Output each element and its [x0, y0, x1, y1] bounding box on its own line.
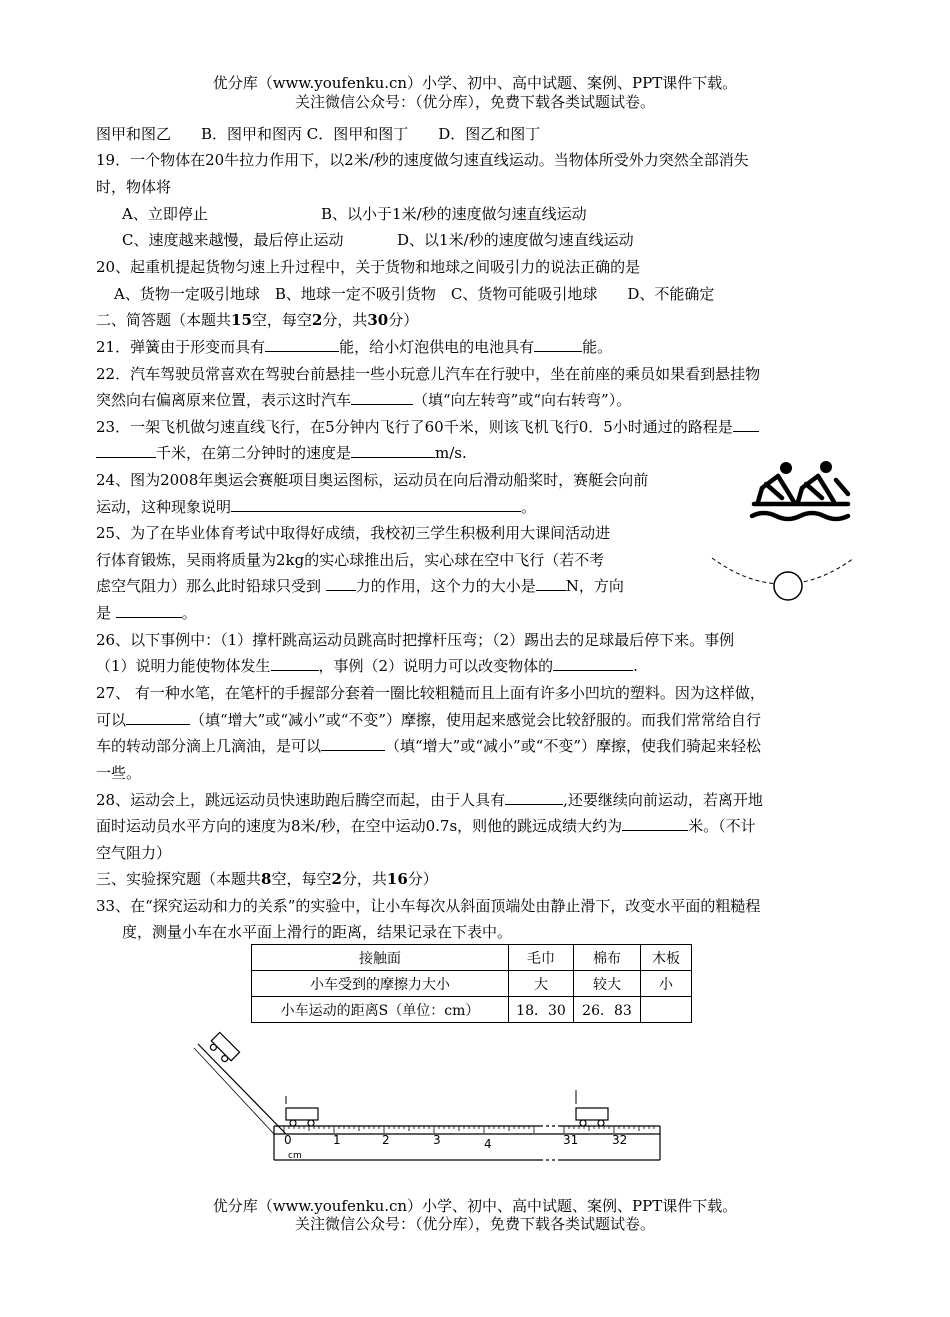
- q20-options: A、货物一定吸引地球 B、地球一定不吸引货物 C、货物可能吸引地球 D、不能确定: [114, 285, 715, 303]
- cart-at-end: [576, 1090, 608, 1126]
- section-3-title: 三、实验探究题（本题共8空，每空2分，共16分）: [96, 870, 438, 888]
- q26-line-1: 26、以下事例中：（1）撑杆跳高运动员跳高时把撑杆压弯；（2）踢出去的足球最后停下来。事例: [96, 631, 735, 649]
- incline-ruler-figure: [190, 1030, 680, 1170]
- table-cell: 毛巾: [509, 945, 574, 971]
- q24-line-2: 运动，这种现象说明 。: [96, 498, 537, 516]
- table-cell: 小: [641, 971, 692, 997]
- q19-option-c: C、速度越来越慢，最后停止运动: [122, 231, 344, 249]
- ruler-label: 31: [563, 1133, 579, 1147]
- answer-blank[interactable]: [622, 816, 688, 831]
- q24-line-1: 24、图为2008年奥运会赛艇项目奥运图标，运动员在向后滑动船桨时，赛艇会向前: [96, 471, 649, 489]
- answer-blank[interactable]: [553, 656, 633, 671]
- table-cell: 小车受到的摩擦力大小: [252, 971, 509, 997]
- table-cell: 木板: [641, 945, 692, 971]
- q28-line-2: 面时运动员水平方向的速度为8米/秒，在空中运动0.7s，则他的跳远成绩大约为 米。（不计: [96, 817, 756, 835]
- q33-line-1: 33、在“探究运动和力的关系”的实验中，让小车每次从斜面顶端处由静止滑下，改变水平面的粗糙程: [96, 897, 761, 915]
- q28-line-1: 28、运动会上，跳远运动员快速助跑后腾空而起，由于人具有 ,还要继续向前运动，若离开地: [96, 791, 763, 809]
- section-2-title: 二、简答题（本题共15空，每空2分，共30分）: [96, 311, 419, 329]
- answer-blank[interactable]: [116, 603, 182, 618]
- answer-blank[interactable]: [126, 710, 190, 725]
- answer-blank[interactable]: [351, 390, 413, 405]
- table-row: [252, 997, 692, 1023]
- q22-line-2: 突然向右偏离原来位置，表示这时汽车 （填“向左转弯”或“向右转弯”）。: [96, 391, 632, 409]
- ruler-label: 0: [284, 1133, 292, 1147]
- ruler-ticks: [284, 1126, 654, 1133]
- ball-trajectory-figure: [708, 548, 858, 612]
- answer-blank[interactable]: [733, 417, 759, 432]
- q27-line-3: 车的转动部分滴上几滴油，是可以 （填“增大”或“减小”或“不变”）摩擦，使我们骑起来轻松: [96, 737, 762, 755]
- q25-line-2: 行体育锻炼，吴雨将质量为2kg的实心球推出后，实心球在空中飞行（若不考: [96, 551, 605, 569]
- table-row: [252, 971, 692, 997]
- answer-blank[interactable]: [534, 337, 582, 352]
- answer-blank[interactable]: [96, 443, 156, 458]
- q28-line-3: 空气阻力）: [96, 844, 172, 862]
- answer-blank[interactable]: [265, 337, 339, 352]
- table-row: [252, 945, 692, 971]
- q19-option-d: D、以1米/秒的速度做匀速直线运动: [397, 231, 634, 249]
- table-cell: 26．83: [574, 997, 641, 1023]
- cart-on-incline: [207, 1032, 240, 1065]
- header-line-2: 关注微信公众号：（优分库），免费下载各类试题试卷。: [294, 93, 655, 111]
- q19-stem-1: 19．一个物体在20牛拉力作用下，以2米/秒的速度做匀速直线运动。当物体所受外力突然全部消失: [96, 151, 749, 169]
- q25-line-1: 25、为了在毕业体育考试中取得好成绩，我校初三学生积极利用大课间活动进: [96, 524, 611, 542]
- answer-blank[interactable]: [505, 790, 563, 805]
- table-cell: 接触面: [252, 945, 509, 971]
- answer-blank[interactable]: [271, 656, 319, 671]
- incline-underside: [194, 1048, 274, 1134]
- q27-line-1: 27、 有一种水笔，在笔杆的手握部分套着一圈比较粗糙而且上面有许多小凹坑的塑料。因为这样做，: [96, 684, 765, 702]
- answer-blank[interactable]: [351, 443, 435, 458]
- q22-line-1: 22．汽车驾驶员常喜欢在驾驶台前悬挂一些小玩意儿汽车在行驶中，坐在前座的乘员如果看到悬挂物: [96, 365, 761, 383]
- q19-option-b: B、以小于1米/秒的速度做匀速直线运动: [321, 205, 587, 223]
- q27-line-4: 一些。: [96, 764, 142, 782]
- ruler-label: 32: [612, 1133, 628, 1147]
- table-cell: 较大: [574, 971, 641, 997]
- q25-line-3: 虑空气阻力）那么此时铅球只受到 力的作用，这个力的大小是 N，方向: [96, 577, 624, 595]
- q19-stem-2: 时，物体将: [96, 178, 172, 196]
- answer-blank[interactable]: [231, 497, 521, 512]
- table-cell: 小车运动的距离S（单位：cm）: [252, 997, 509, 1023]
- q25-line-4: 是 。: [96, 604, 197, 622]
- ruler-label: 1: [333, 1133, 341, 1147]
- q26-line-2: （1）说明力能使物体发生 ，事例（2）说明力可以改变物体的 .: [96, 657, 638, 675]
- table-cell[interactable]: [641, 997, 692, 1023]
- table-cell: 大: [509, 971, 574, 997]
- ruler-label: 4: [484, 1137, 492, 1151]
- footer-line-2: 关注微信公众号：（优分库），免费下载各类试题试卷。: [294, 1215, 655, 1233]
- table-cell: 18．30: [509, 997, 574, 1023]
- results-table: [251, 944, 692, 1023]
- ruler-label: 2: [382, 1133, 390, 1147]
- footer-line-1: 优分库（www.youfenku.cn）小学、初中、高中试题、案例、PPT课件下载。: [212, 1197, 738, 1215]
- answer-blank[interactable]: [326, 576, 356, 591]
- incline-surface: [198, 1044, 286, 1134]
- ruler-unit: cm: [288, 1151, 302, 1161]
- q21: 21．弹簧由于形变而具有 能，给小灯泡供电的电池具有 能。: [96, 338, 613, 356]
- table-cell: 棉布: [574, 945, 641, 971]
- ruler-label: 3: [433, 1133, 441, 1147]
- header-line-1: 优分库（www.youfenku.cn）小学、初中、高中试题、案例、PPT课件下载。: [212, 74, 738, 92]
- q20-stem: 20、起重机提起货物匀速上升过程中，关于货物和地球之间吸引力的说法正确的是: [96, 258, 641, 276]
- q23-line-1: 23．一架飞机做匀速直线飞行，在5分钟内飞行了60千米，则该飞机飞行0．5小时通过的路程是: [96, 417, 759, 437]
- q18-options: 图甲和图乙 B．图甲和图丙 C．图甲和图丁 D．图乙和图丁: [96, 125, 541, 143]
- q19-option-a: A、立即停止: [122, 205, 208, 223]
- cart-at-start: [286, 1096, 318, 1126]
- q27-line-2: 可以 （填“增大”或“减小”或“不变”）摩擦，使用起来感觉会比较舒服的。而我们常常给自行: [96, 711, 762, 729]
- answer-blank[interactable]: [536, 576, 566, 591]
- answer-blank[interactable]: [321, 736, 385, 751]
- q23-line-2: 千米，在第二分钟时的速度是 m/s.: [96, 443, 467, 463]
- q33-line-2: 度，测量小车在水平面上滑行的距离，结果记录在下表中。: [122, 923, 513, 941]
- rowing-pictogram: [748, 458, 858, 533]
